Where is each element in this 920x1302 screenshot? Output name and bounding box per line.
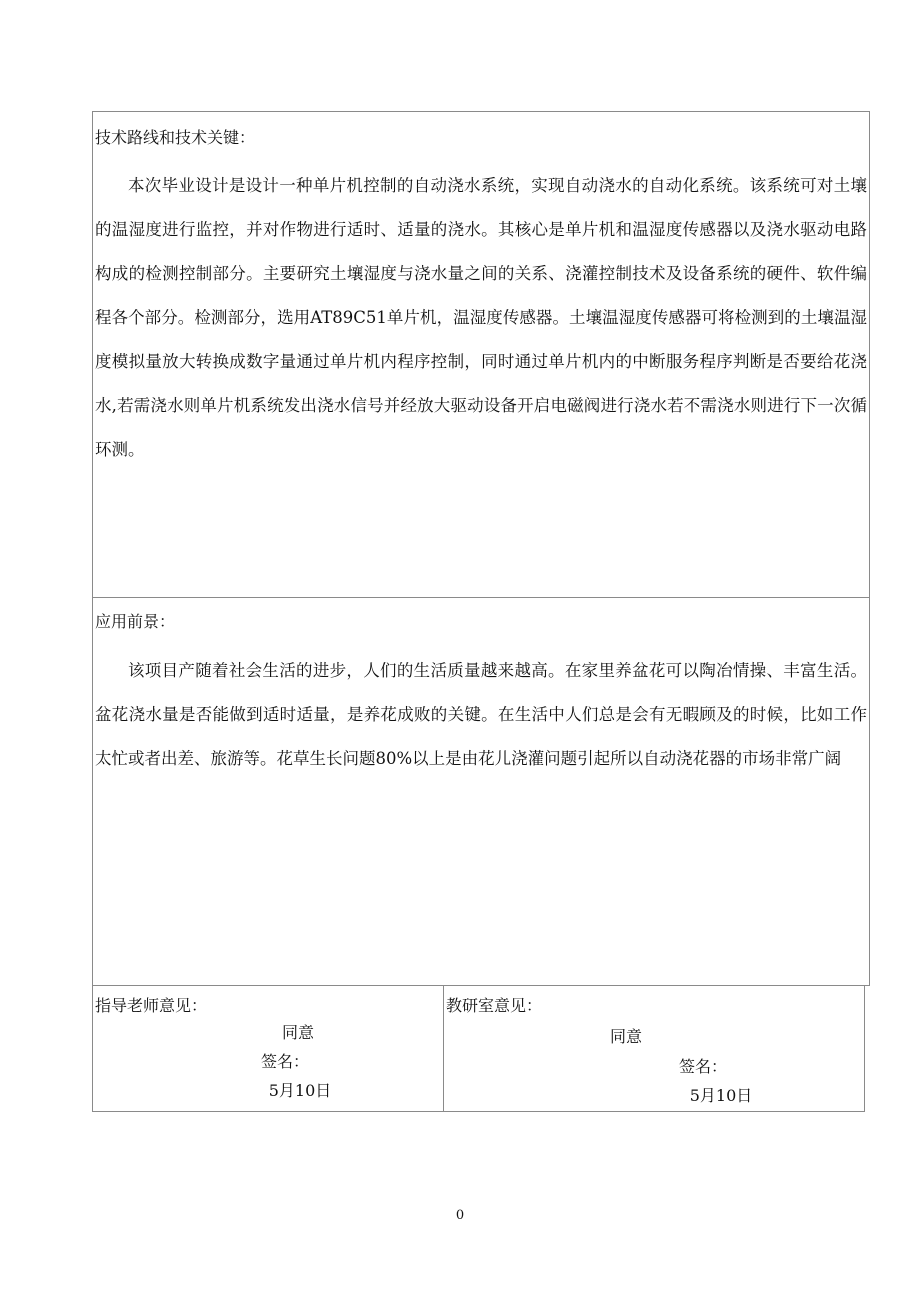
tech-route-heading: 技术路线和技术关键：: [95, 128, 256, 147]
department-opinion-text: 同意: [609, 1027, 642, 1046]
application-heading: 应用前景：: [95, 612, 176, 631]
advisor-signature-date: 5月10日: [268, 1081, 332, 1100]
tech-route-body: 本次毕业设计是设计一种单片机控制的自动浇水系统，实现自动浇水的自动化系统。该系统可对土壤的温湿度进行监控，并对作物进行适时、适量的浇水。其核心是单片机和温湿度传感器以及浇水驱动电路构成的检测控制部分。主要研究土壤湿度与浇水量之间的关系、浇灌控制技术及设备系统的硬件、软件编程各个部分。检测部分，选用AT89C51单片机，温湿度传感器。土壤温湿度传感器可将检测到的土壤温湿度模拟量放大转换成数字量通过单片机内程序控制，同时通过单片机内的中断服务程序判断是否要给花浇水,若需浇水则单片机系统发出浇水信号并经放大驱动设备开启电磁阀进行浇水若不需浇水则进行下一次循环测。: [95, 176, 867, 459]
advisor-opinion-heading: 指导老师意见：: [95, 996, 208, 1015]
department-opinion-heading: 教研室意见：: [446, 996, 543, 1015]
advisor-signature-label: 签名：: [260, 1052, 309, 1071]
department-signature-label: 签名：: [678, 1057, 727, 1076]
page-number: 0: [455, 1208, 465, 1223]
application-body: 该项目产随着社会生活的进步，人们的生活质量越来越高。在家里养盆花可以陶冶情操、丰富生活。盆花浇水量是否能做到适时适量，是养花成败的关键。在生活中人们总是会有无暇顾及的时候，比如工作太忙或者出差、旅游等。花草生长问题80%以上是由花儿浇灌问题引起所以自动浇花器的市场非常广阔: [95, 661, 867, 768]
advisor-opinion-text: 同意: [281, 1023, 314, 1042]
department-signature-date: 5月10日: [689, 1086, 753, 1105]
